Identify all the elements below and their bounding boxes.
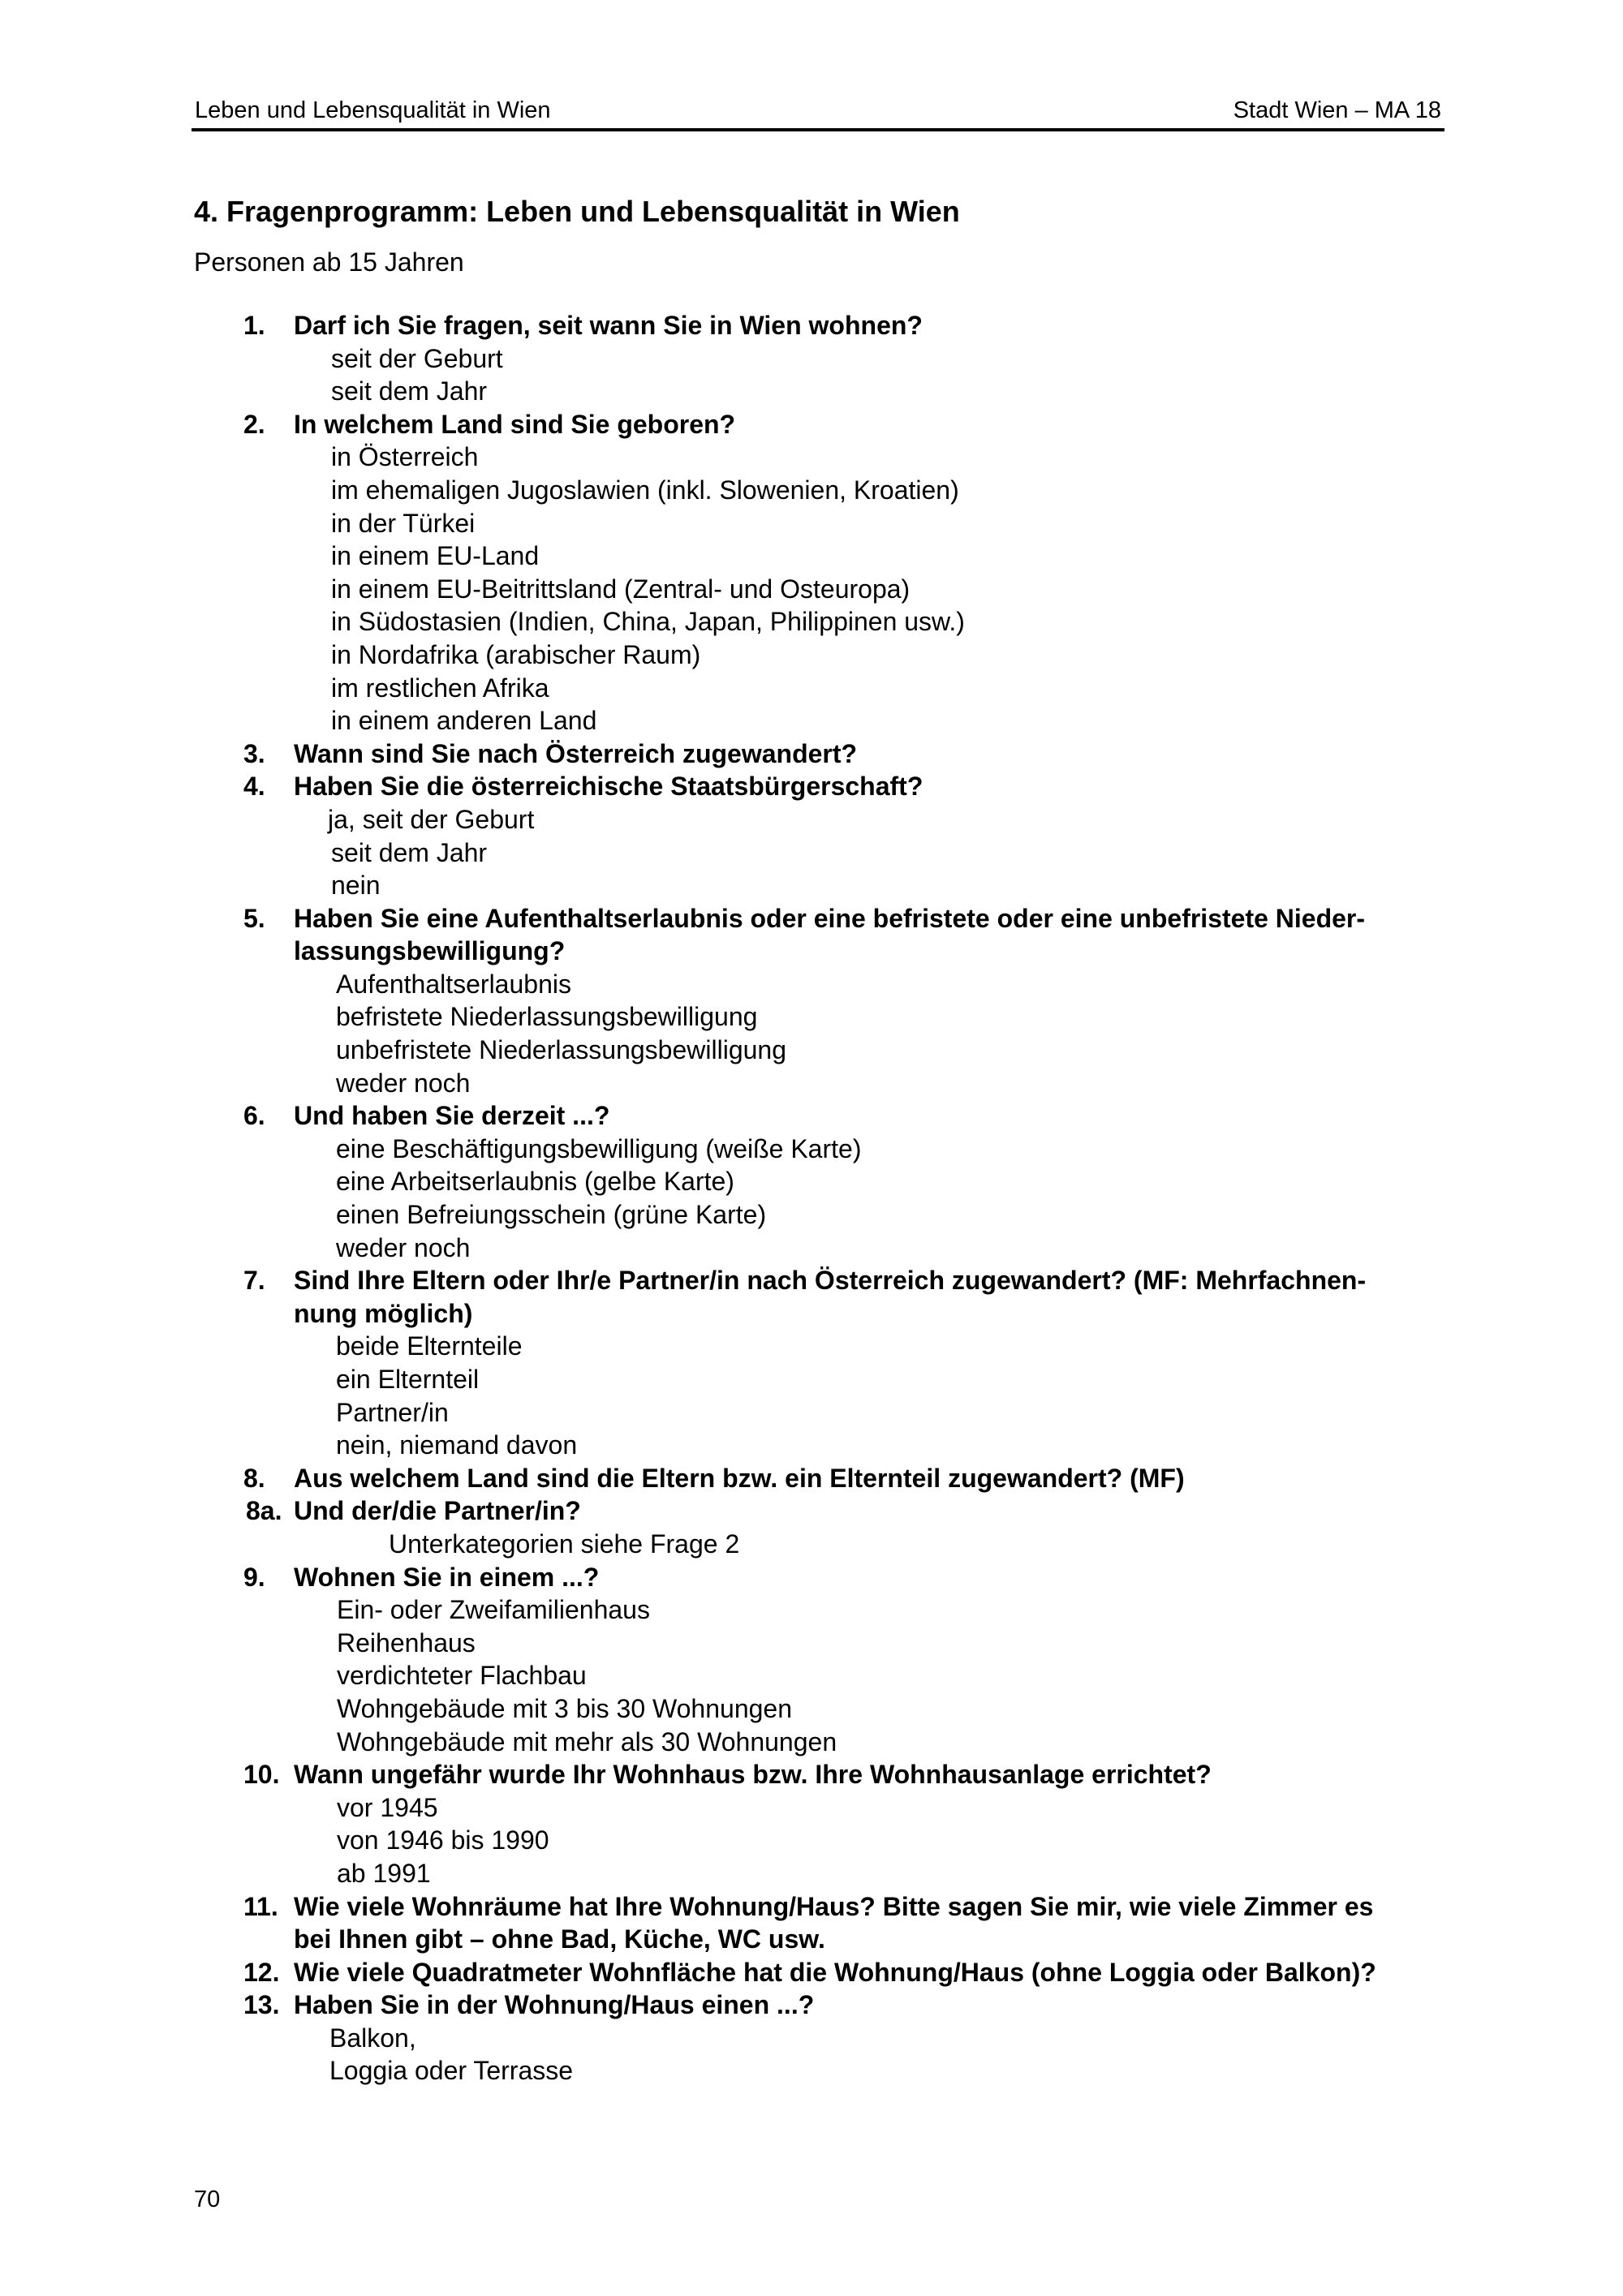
question-number: 8.: [243, 1463, 265, 1493]
question-3: [192, 737, 1457, 771]
question-text: 8a. Und der/die Partner/in?: [192, 1494, 1457, 1528]
question-number: 13.: [243, 1990, 280, 2020]
question-text: 8. Aus welchem Land sind die Eltern bzw. ein Elternteil zugewandert? (MF): [192, 1462, 1457, 1495]
question-text: 11. Wie viele Wohnräume hat Ihre Wohnung/Haus? Bitte sagen Sie mir, wie viele Zimmer es: [192, 1890, 1457, 1924]
answer-option: ja, seit der Geburt: [328, 804, 535, 834]
question-text: 2. In welchem Land sind Sie geboren?: [192, 408, 1457, 441]
page-number: 70: [194, 2186, 221, 2212]
question-text: 5. Haben Sie eine Aufenthaltserlaubnis oder eine befristete oder eine unbefristete Nieder-: [192, 902, 1457, 935]
answer-option: in Nordafrika (arabischer Raum): [331, 639, 701, 669]
answer-option: in einem EU-Beitrittsland (Zentral- und Osteuropa): [331, 574, 911, 604]
section-title: 4. Fragenprogramm: Leben und Lebensqualität in Wien: [194, 195, 960, 228]
question-text: 9. Wohnen Sie in einem ...?: [192, 1561, 1457, 1594]
question-9: [192, 1561, 1457, 1759]
answer-option: seit dem Jahr: [331, 376, 488, 406]
question-text: 7. Sind Ihre Eltern oder Ihr/e Partner/in nach Österreich zugewandert? (MF: Mehrfachnen-: [192, 1264, 1457, 1297]
answer-option: in Südostasien (Indien, China, Japan, Philippinen usw.): [331, 607, 965, 637]
page-header: [192, 97, 1444, 130]
answer-option: seit dem Jahr: [331, 837, 488, 867]
answer-option: im restlichen Afrika: [331, 673, 549, 703]
answer-option: beide Elternteile: [336, 1331, 523, 1361]
answer-option: weder noch: [336, 1232, 471, 1262]
section-subtitle: Personen ab 15 Jahren: [194, 247, 464, 277]
question-text: 10. Wann ungefähr wurde Ihr Wohnhaus bzw. Ihre Wohnhausanlage errichtet?: [192, 1758, 1457, 1791]
question-number: 12.: [243, 1957, 280, 1987]
answer-option: weder noch: [336, 1068, 471, 1098]
answer-option: einen Befreiungsschein (grüne Karte): [336, 1200, 767, 1230]
answer-option: von 1946 bis 1990: [337, 1825, 549, 1855]
question-12: [192, 1956, 1457, 1989]
question-text: 6. Und haben Sie derzeit ...?: [192, 1099, 1457, 1133]
answer-option: ab 1991: [337, 1858, 431, 1888]
answer-option: Wohngebäude mit mehr als 30 Wohnungen: [337, 1726, 837, 1756]
answer-option: in Österreich: [331, 442, 479, 472]
question-5: [192, 902, 1457, 1100]
question-number: 9.: [243, 1562, 265, 1592]
question-text-continued: nung möglich): [294, 1298, 473, 1328]
question-1: [192, 309, 1457, 408]
answer-option: vor 1945: [337, 1792, 438, 1822]
question-6: [192, 1099, 1457, 1264]
answer-option: Reihenhaus: [337, 1627, 476, 1658]
answer-option: nein, niemand davon: [336, 1430, 578, 1460]
answer-option: Balkon,: [329, 2023, 416, 2053]
question-text: 4. Haben Sie die österreichische Staatsbürgerschaft?: [192, 770, 1457, 803]
question-11: [192, 1890, 1457, 1956]
answer-option: Ein- oder Zweifamilienhaus: [337, 1595, 650, 1625]
question-text: 1. Darf ich Sie fragen, seit wann Sie in Wien wohnen?: [192, 309, 1457, 342]
answer-option: in der Türkei: [331, 508, 476, 538]
header-publisher: Stadt Wien – MA 18: [1233, 97, 1441, 123]
answer-option: eine Arbeitserlaubnis (gelbe Karte): [336, 1167, 734, 1197]
answer-option: unbefristete Niederlassungsbewilligung: [336, 1035, 786, 1065]
answer-option: befristete Niederlassungsbewilligung: [336, 1002, 758, 1032]
question-number: 4.: [243, 772, 265, 802]
answer-option: ein Elternteil: [336, 1365, 480, 1394]
question-number: 5.: [243, 903, 265, 933]
question-8a: [192, 1494, 1457, 1560]
question-number: 10.: [243, 1760, 280, 1790]
answer-option: eine Beschäftigungsbewilligung (weiße Karte): [336, 1133, 862, 1163]
question-number: 2.: [243, 409, 265, 439]
answer-option: Unterkategorien siehe Frage 2: [389, 1529, 740, 1559]
question-8: [192, 1462, 1457, 1495]
answer-option: Partner/in: [336, 1397, 449, 1427]
answer-option: nein: [331, 871, 381, 901]
question-text: 12. Wie viele Quadratmeter Wohnfläche hat die Wohnung/Haus (ohne Loggia oder Balkon)?: [192, 1956, 1457, 1989]
answer-option: in einem anderen Land: [331, 706, 597, 736]
answer-option: Wohngebäude mit 3 bis 30 Wohnungen: [337, 1693, 792, 1723]
answer-option: verdichteter Flachbau: [337, 1661, 587, 1691]
question-number: 6.: [243, 1101, 265, 1131]
question-2: [192, 408, 1457, 737]
header-rule: [192, 128, 1444, 131]
question-text-continued: bei Ihnen gibt – ohne Bad, Küche, WC usw.: [294, 1924, 825, 1954]
question-list: [192, 309, 1457, 2087]
question-number: 3.: [243, 738, 265, 768]
question-13: [192, 1989, 1457, 2087]
answer-option: Loggia oder Terrasse: [329, 2056, 574, 2086]
question-number: 7.: [243, 1266, 265, 1296]
question-text: 3. Wann sind Sie nach Österreich zugewandert?: [192, 737, 1457, 771]
header-title: Leben und Lebensqualität in Wien: [195, 97, 551, 123]
answer-option: im ehemaligen Jugoslawien (inkl. Slowenien, Kroatien): [331, 475, 959, 505]
answer-option: in einem EU-Land: [331, 541, 540, 571]
answer-option: Aufenthaltserlaubnis: [336, 969, 571, 999]
question-number: 11.: [243, 1891, 278, 1921]
question-4: [192, 770, 1457, 901]
question-7: [192, 1264, 1457, 1462]
question-text: 13. Haben Sie in der Wohnung/Haus einen ...?: [192, 1989, 1457, 2022]
answer-option: seit der Geburt: [331, 343, 503, 373]
question-10: [192, 1758, 1457, 1890]
question-text-continued: lassungsbewilligung?: [294, 936, 566, 966]
question-number: 8a.: [246, 1496, 282, 1526]
question-number: 1.: [243, 311, 265, 340]
